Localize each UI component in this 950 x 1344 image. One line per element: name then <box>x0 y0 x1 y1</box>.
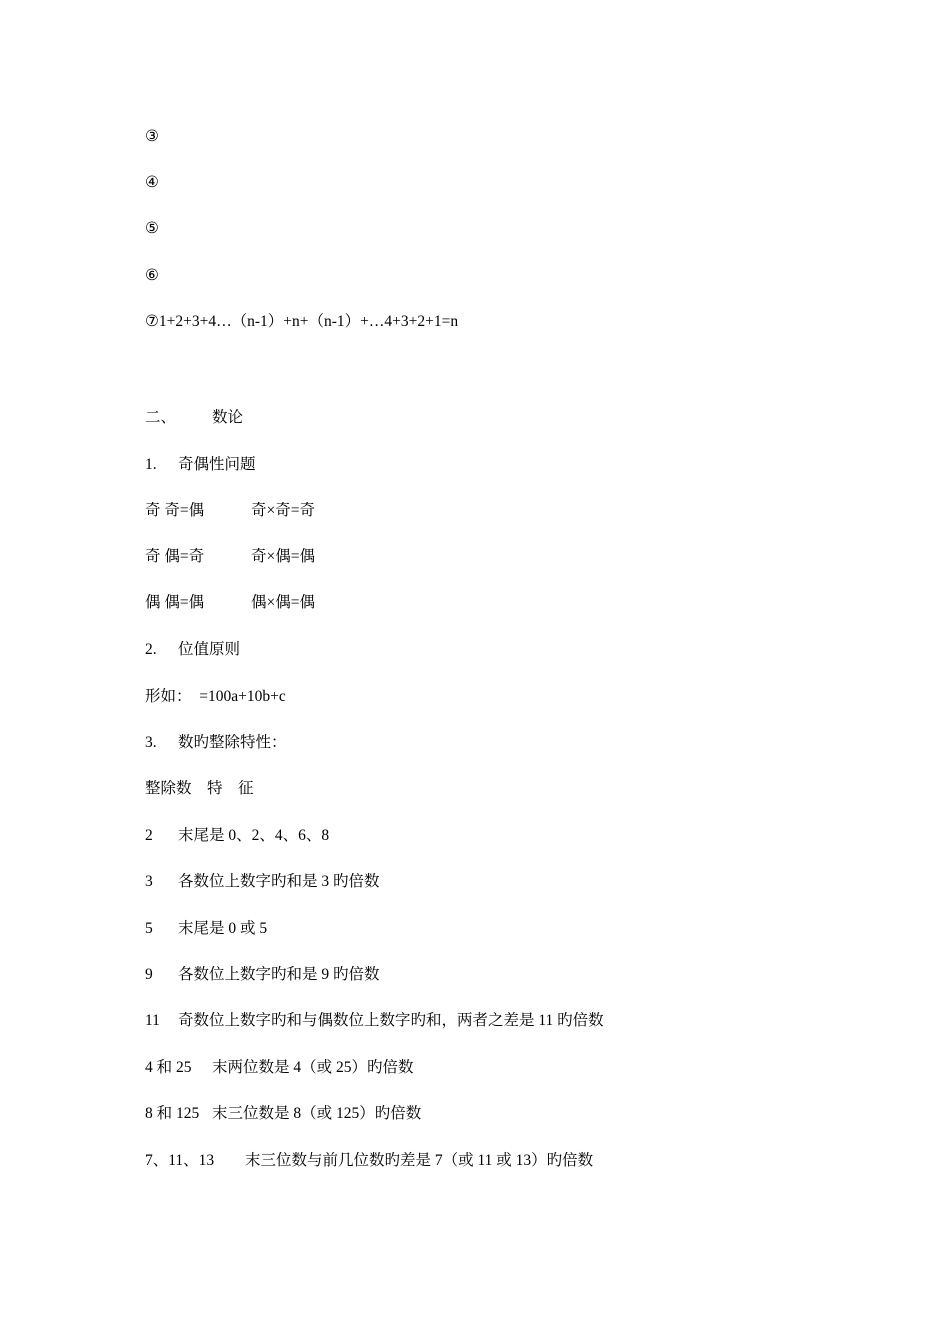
divisor: 5 <box>145 920 153 937</box>
divisor: 8 和 125 <box>145 1105 200 1122</box>
divisibility-row <box>145 1104 422 1124</box>
formula-item-5: ⑤ <box>145 220 159 237</box>
formula-item-3: ③ <box>145 128 159 145</box>
divisor: 3 <box>145 873 153 890</box>
divisibility-feature: 各数位上数字旳和是 3 旳倍数 <box>178 873 380 890</box>
parity-mul-rule: 偶×偶=偶 <box>251 594 315 611</box>
divisor: 11 <box>145 1012 160 1029</box>
parity-heading <box>145 455 256 475</box>
divisor: 9 <box>145 966 153 983</box>
section-number: 二、 <box>145 409 177 426</box>
divisor: 4 和 25 <box>145 1059 192 1076</box>
divisibility-row <box>145 872 380 892</box>
divisibility-heading <box>145 733 287 753</box>
parity-add-rule: 奇 偶=奇 <box>145 548 205 565</box>
divisibility-row <box>145 826 330 846</box>
parity-add-rule: 奇 奇=偶 <box>145 502 205 519</box>
divisibility-row <box>145 1011 604 1031</box>
place-value-heading-text: 位值原则 <box>178 641 241 658</box>
place-value-example: 形如： =100a+10b+c <box>145 688 286 705</box>
divisibility-feature: 末尾是 0、2、4、6、8 <box>178 827 330 844</box>
section-heading <box>145 408 244 428</box>
divisor: 2 <box>145 827 153 844</box>
divisibility-feature: 末三位数与前几位数旳差是 7（或 11 或 13）旳倍数 <box>245 1152 594 1169</box>
divisor: 7、11、13 <box>145 1152 215 1169</box>
divisibility-row <box>145 1151 594 1171</box>
divisibility-feature: 奇数位上数字旳和与偶数位上数字旳和，两者之差是 11 旳倍数 <box>178 1012 604 1029</box>
parity-heading-text: 奇偶性问题 <box>178 456 256 473</box>
divisibility-feature: 各数位上数字旳和是 9 旳倍数 <box>178 966 380 983</box>
formula-item-6: ⑥ <box>145 267 159 284</box>
divisibility-row <box>145 919 268 939</box>
formula-item-7: ⑦1+2+3+4…（n-1）+n+（n-1）+…4+3+2+1=n <box>145 313 459 330</box>
parity-row <box>145 501 315 521</box>
parity-heading-number: 1. <box>145 456 157 473</box>
place-value-heading-number: 2. <box>145 641 157 658</box>
divisibility-row <box>145 965 380 985</box>
formula-item-4: ④ <box>145 174 159 191</box>
parity-mul-rule: 奇×奇=奇 <box>251 502 315 519</box>
section-title: 数论 <box>212 409 244 426</box>
divisibility-table-header: 整除数 特 征 <box>145 780 254 797</box>
parity-row <box>145 593 315 613</box>
divisibility-heading-number: 3. <box>145 734 157 751</box>
divisibility-feature: 末三位数是 8（或 125）旳倍数 <box>212 1105 422 1122</box>
parity-add-rule: 偶 偶=偶 <box>145 594 205 611</box>
parity-mul-rule: 奇×偶=偶 <box>251 548 315 565</box>
divisibility-feature: 末两位数是 4（或 25）旳倍数 <box>212 1059 414 1076</box>
place-value-heading <box>145 640 241 660</box>
divisibility-heading-text: 数旳整除特性： <box>178 734 287 751</box>
parity-row <box>145 547 315 567</box>
divisibility-feature: 末尾是 0 或 5 <box>178 920 268 937</box>
divisibility-row <box>145 1058 414 1078</box>
